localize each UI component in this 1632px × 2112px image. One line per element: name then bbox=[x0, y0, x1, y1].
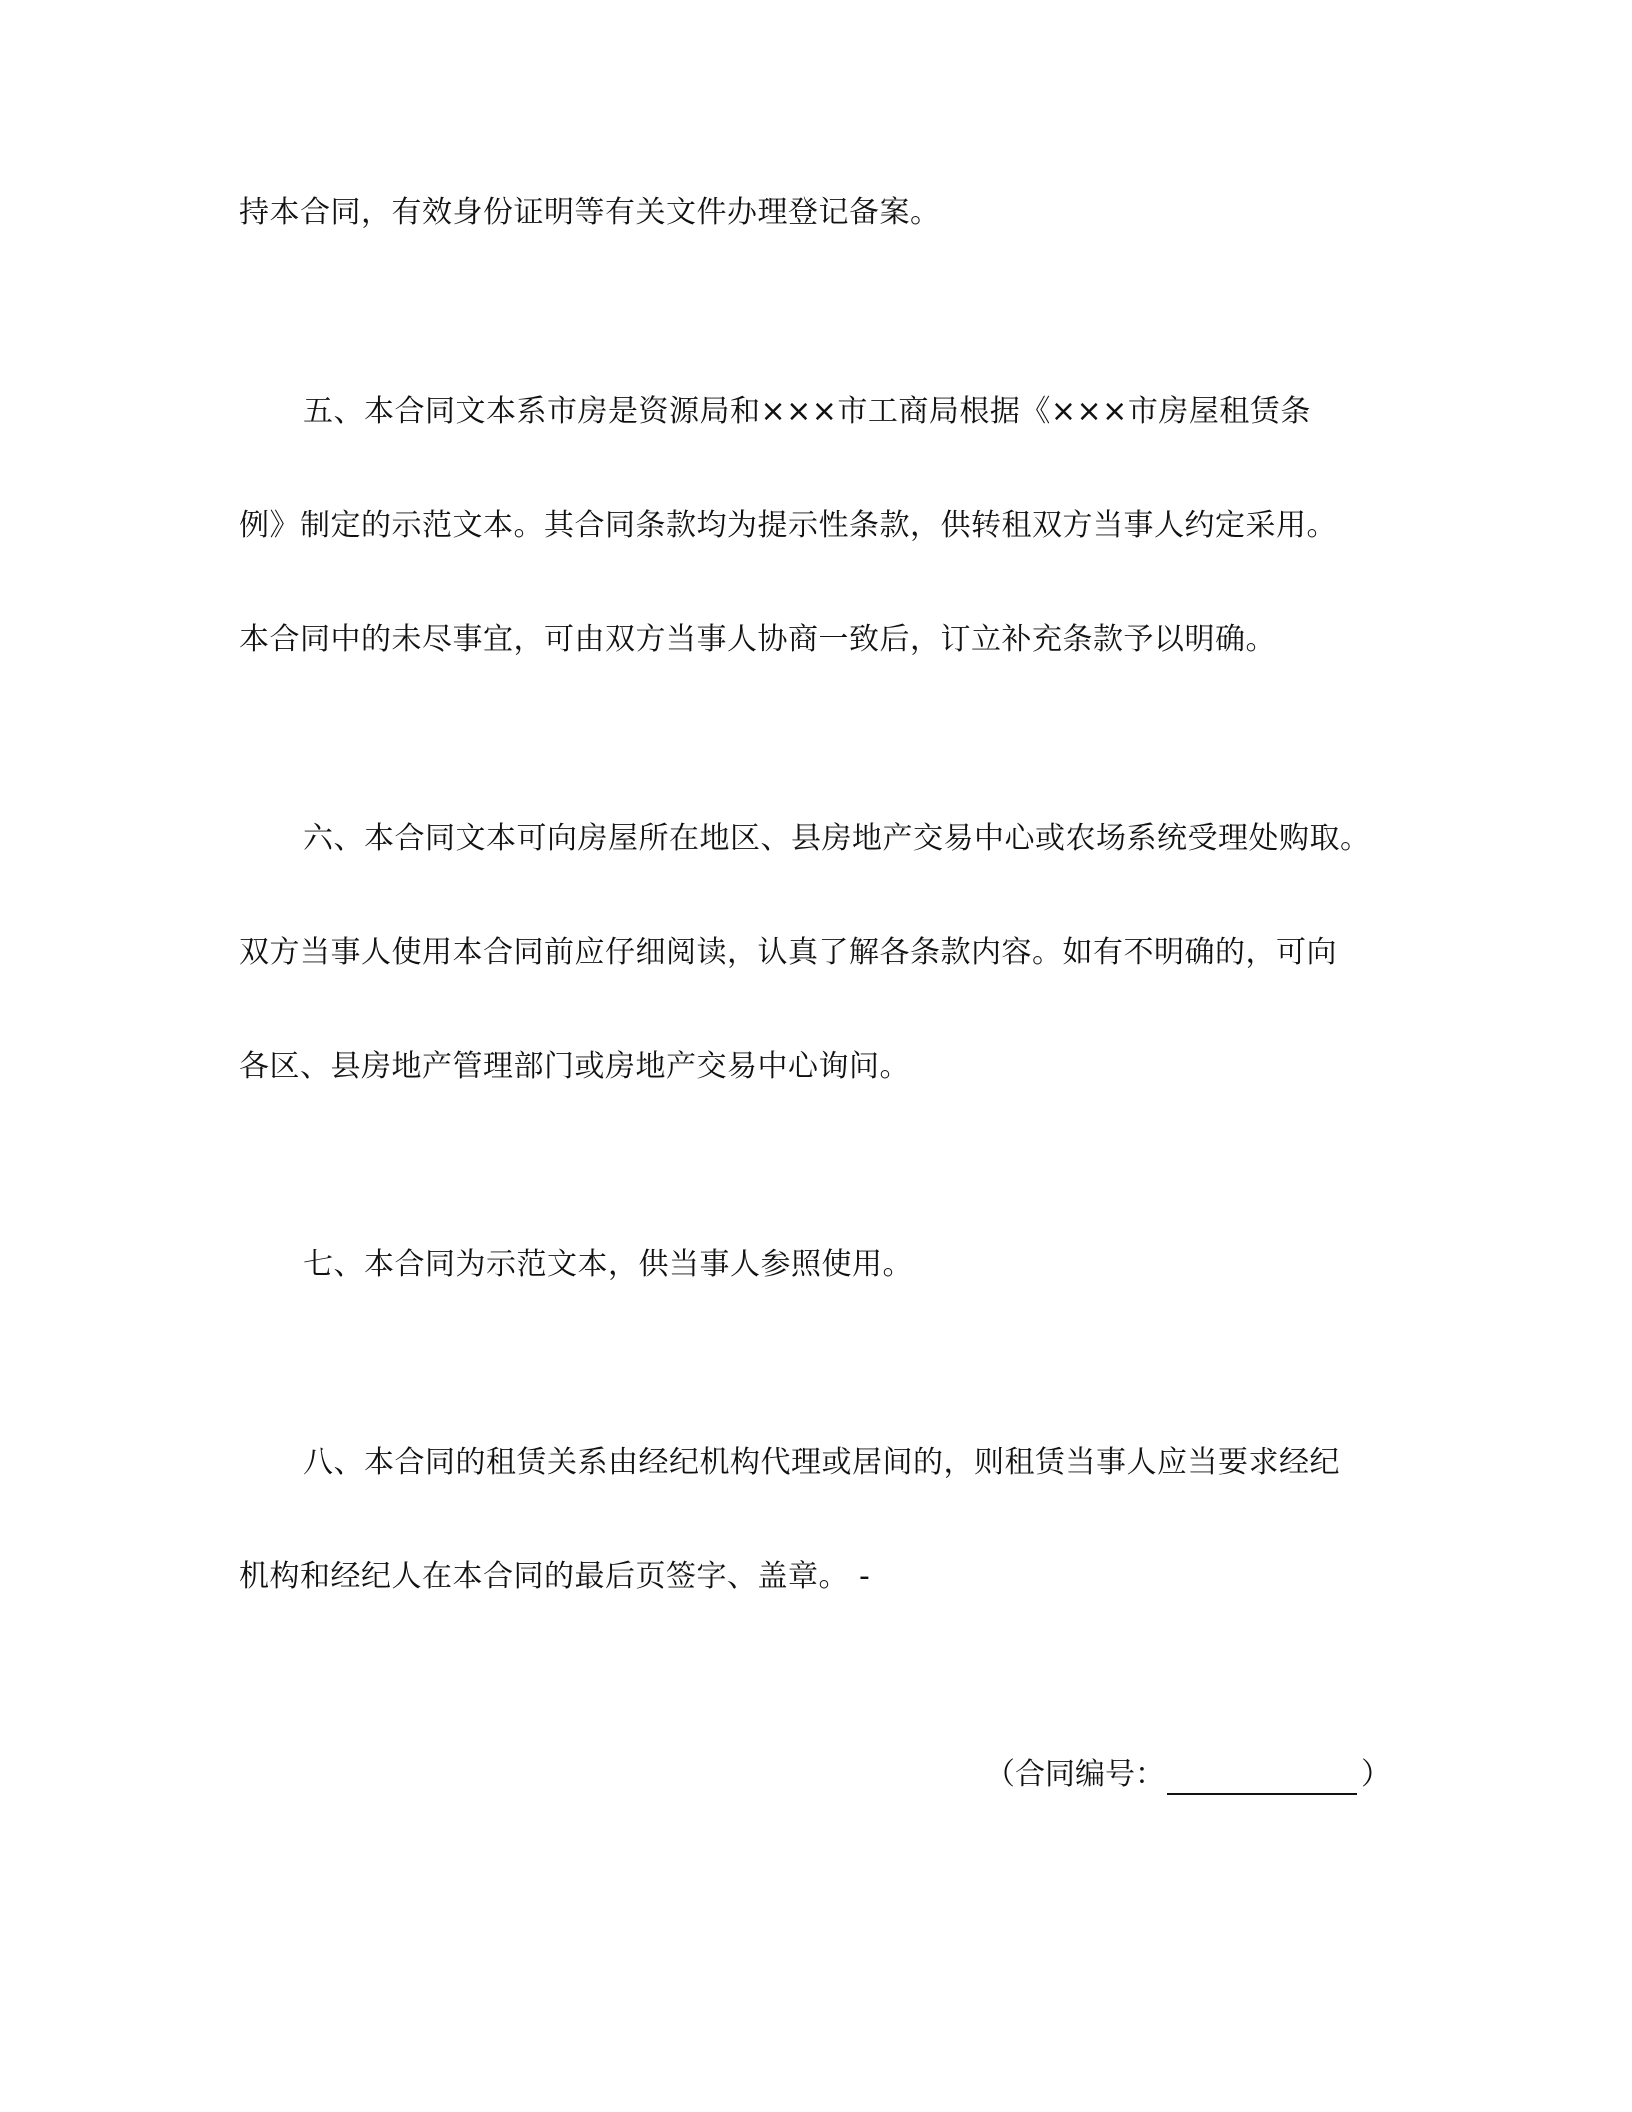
paragraph-5-line-2: 例》制定的示范文本。其合同条款均为提示性条款，供转租双方当事人约定采用。 bbox=[239, 508, 1337, 543]
paragraph-4-line-2: 持本合同，有效身份证明等有关文件办理登记备案。 bbox=[239, 195, 941, 230]
contract-number-label: （合同编号： bbox=[985, 1757, 1165, 1792]
paragraph-6-line-3: 各区、县房地产管理部门或房地产交易中心询问。 bbox=[239, 1049, 910, 1084]
paragraph-5-line-1: 五、本合同文本系市房是资源局和×××市工商局根据《×××市房屋租赁条 bbox=[303, 394, 1311, 429]
paragraph-5-line-3: 本合同中的未尽事宜，可由双方当事人协商一致后，订立补充条款予以明确。 bbox=[239, 622, 1276, 657]
paragraph-6-line-2: 双方当事人使用本合同前应仔细阅读，认真了解各条款内容。如有不明确的，可向 bbox=[239, 935, 1337, 970]
paragraph-8-line-1: 八、本合同的租赁关系由经纪机构代理或居间的，则租赁当事人应当要求经纪 bbox=[303, 1445, 1340, 1480]
paragraph-8-line-2: 机构和经纪人在本合同的最后页签字、盖章。 - bbox=[239, 1559, 871, 1594]
contract-number-close: ） bbox=[1361, 1757, 1391, 1792]
paragraph-6-line-1: 六、本合同文本可向房屋所在地区、县房地产交易中心或农场系统受理处购取。 bbox=[303, 821, 1371, 856]
paragraph-7-line-1: 七、本合同为示范文本，供当事人参照使用。 bbox=[303, 1247, 913, 1282]
contract-number bbox=[985, 1755, 1391, 1795]
contract-number-blank bbox=[1167, 1759, 1357, 1795]
